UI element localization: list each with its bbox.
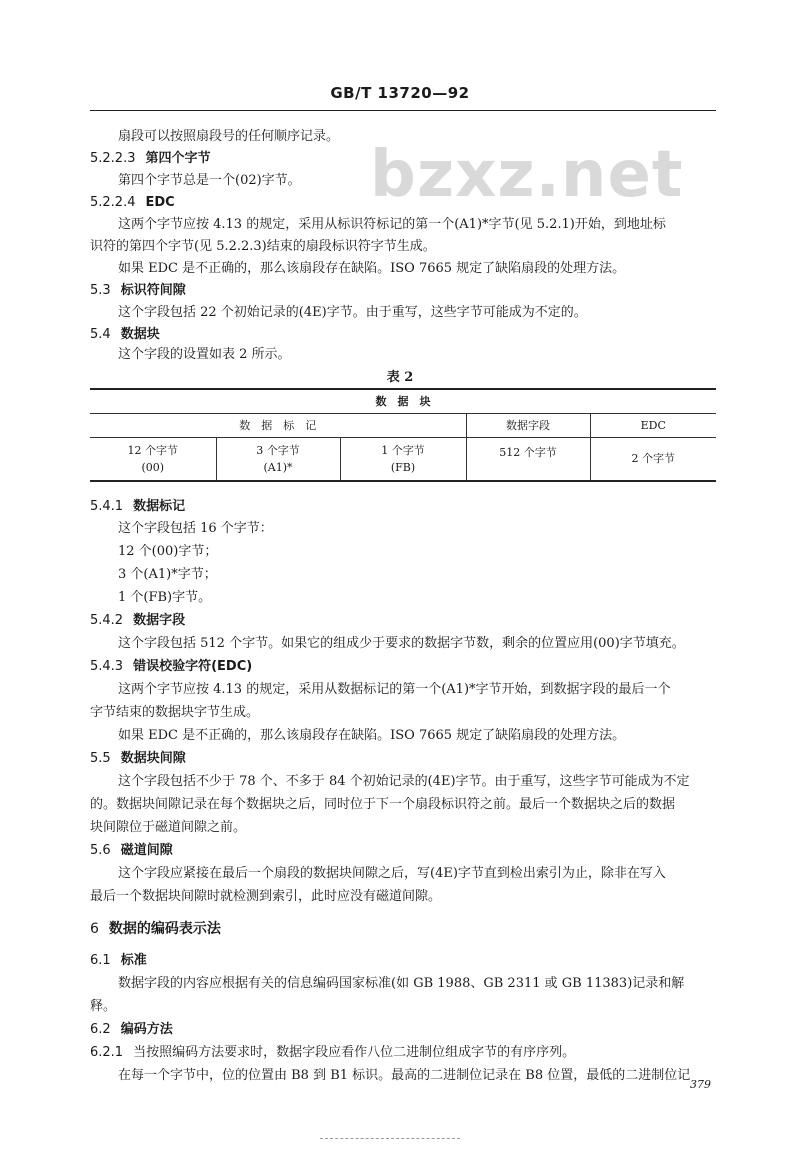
paragraph-line: 这个字段的设置如表 2 所示。 [118,347,291,362]
header-rule [90,110,716,111]
paragraph-line: 这个字段包括不少于 78 个、不多于 84 个初始记录的(4E)字节。由于重写，这些字节可能成为不定 [118,774,690,789]
data-block-table [90,388,716,482]
paragraph-line: 块间隙位于磁道间隙之前。 [90,820,247,835]
table-cell: 512 个字节 [466,437,590,481]
section-heading: 5.3 标识符间隙 [90,283,186,298]
page-number: 379 [690,1078,711,1091]
paragraph-line: 字节结束的数据块字节生成。 [90,705,260,720]
paragraph-line: 1 个(FB)字节。 [118,590,212,605]
section-heading: 5.2.2.3 第四个字节 [90,151,211,166]
table-header-data-field: 数据字段 [466,413,590,437]
watermark: bzxz.net [370,138,684,212]
scan-artifact-divider [320,1138,460,1139]
table-header-data-mark: 数 据 标 记 [90,413,466,437]
paragraph-line: 的。数据块间隙记录在每个数据块之后，同时位于下一个扇段标识符之前。最后一个数据块之后的数据 [90,797,676,812]
paragraph-line: 释。 [90,999,117,1014]
paragraph-line: 数据字段的内容应根据有关的信息编码国家标准(如 GB 1988、GB 2311 或 GB 11383)记录和解 [118,976,685,991]
paragraph-line: 这两个字节应按 4.13 的规定，采用从数据标记的第一个(A1)*字节开始，到数据字段的最后一个 [118,682,671,697]
section-heading: 6.2 编码方法 [90,1022,173,1037]
section-heading: 5.6 磁道间隙 [90,843,173,858]
table-cell: 12 个字节 (00) [90,437,216,481]
paragraph-line: 这两个字节应按 4.13 的规定，采用从标识符标记的第一个(A1)*字节(见 5.2.1)开始，到地址标 [118,217,666,232]
paragraph-line: 这个字段包括 512 个字节。如果它的组成少于要求的数据字节数，剩余的位置应用(00)字节填充。 [118,636,685,651]
table-cell: 1 个字节 (FB) [340,437,466,481]
paragraph-line: 最后一个数据块间隙时就检测到索引，此时应没有磁道间隙。 [90,889,442,904]
section-heading: 5.4.2 数据字段 [90,613,186,628]
paragraph-line: 3 个(A1)*字节； [118,567,217,582]
section-heading: 6.1 标准 [90,953,147,968]
paragraph-line: 第四个字节总是一个(02)字节。 [118,173,301,188]
section-heading: 5.4.1 数据标记 [90,499,186,514]
paragraph-line: 12 个(00)字节； [118,544,218,559]
paragraph-line: 这个字段应紧接在最后一个扇段的数据块间隙之后，写(4E)字节直到检出索引为止，除非在写入 [118,866,666,881]
paragraph-line: 如果 EDC 是不正确的，那么该扇段存在缺陷。ISO 7665 规定了缺陷扇段的处理方法。 [118,728,626,743]
paragraph-line: 这个字段包括 16 个字节： [118,521,273,536]
table-cell: 2 个字节 [590,437,716,481]
table-title-cell: 数 据 块 [90,389,716,413]
chapter-heading: 6 数据的编码表示法 [90,921,221,937]
table-cell: 3 个字节 (A1)* [216,437,340,481]
section-heading: 5.2.2.4 EDC [90,195,175,210]
paragraph-line: 这个字段包括 22 个初始记录的(4E)字节。由于重写，这些字节可能成为不定的。 [118,305,587,320]
paragraph-line: 识符的第四个字节(见 5.2.2.3)结束的扇段标识符字节生成。 [90,239,436,254]
table-caption: 表 2 [386,370,414,385]
paragraph-line: 如果 EDC 是不正确的，那么该扇段存在缺陷。ISO 7665 规定了缺陷扇段的处理方法。 [118,261,626,276]
section-heading: 5.4.3 错误校验字符(EDC) [90,659,253,674]
paragraph-line: 在每一个字节中，位的位置由 B8 到 B1 标识。最高的二进制位记录在 B8 位置，最低的二进制位记 [118,1068,691,1083]
section-heading: 5.4 数据块 [90,327,160,342]
table-header-edc: EDC [590,413,716,437]
section-heading: 6.2.1 当按照编码方法要求时，数据字段应看作八位二进制位组成字节的有序序列。 [90,1045,576,1060]
standard-header: GB/T 13720—92 [330,84,470,102]
section-heading: 5.5 数据块间隙 [90,751,186,766]
paragraph-line: 扇段可以按照扇段号的任何顺序记录。 [118,129,340,144]
